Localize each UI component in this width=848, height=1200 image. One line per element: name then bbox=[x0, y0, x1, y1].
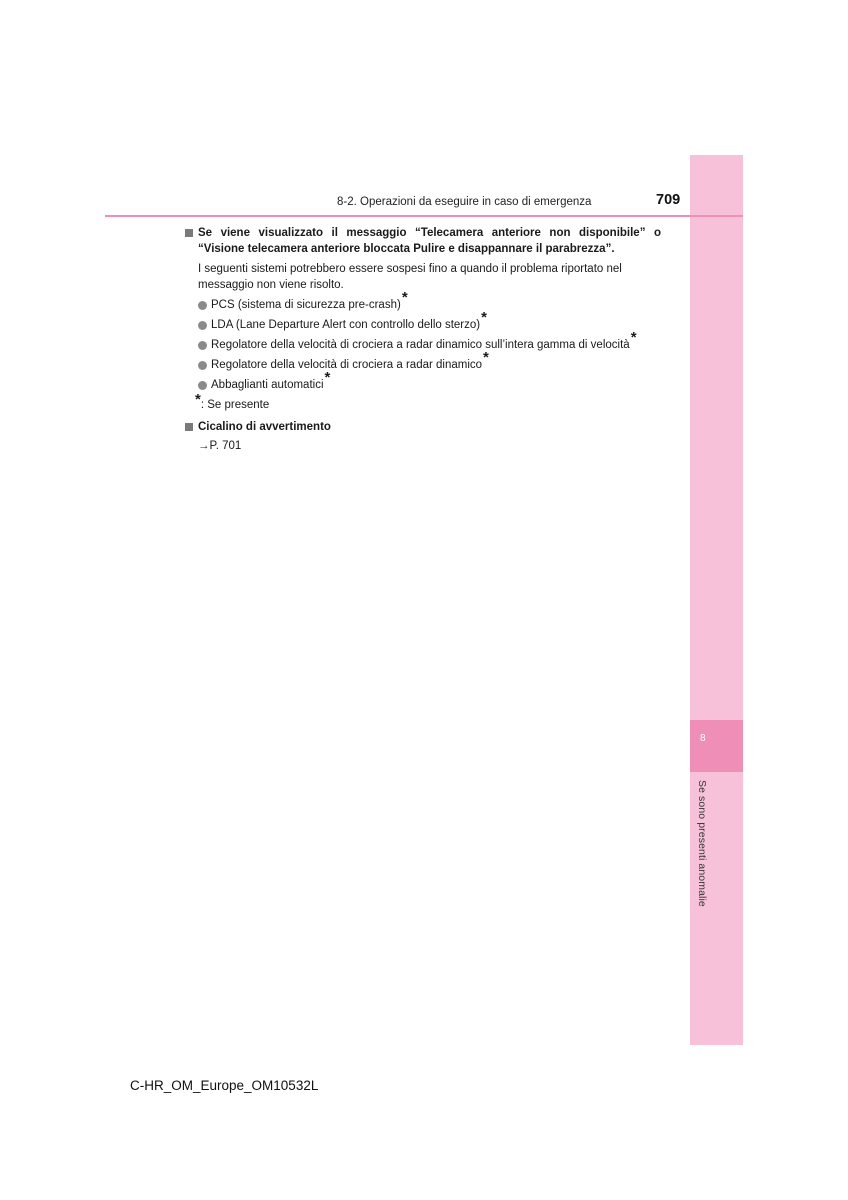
chapter-number: 8 bbox=[700, 733, 706, 744]
asterisk-mark: * bbox=[401, 289, 408, 306]
square-bullet-icon bbox=[185, 229, 193, 237]
list-item: LDA (Lane Departure Alert con controllo dello sterzo)* bbox=[198, 317, 661, 333]
asterisk-mark: * bbox=[324, 369, 331, 386]
list-item: Abbaglianti automatici* bbox=[198, 377, 661, 393]
list-item: PCS (sistema di sicurezza pre-crash)* bbox=[198, 297, 661, 313]
section-heading-camera-message: Se viene visualizzato il messaggio “Telecamera anteriore non disponibile” o “Visione telecamera anteriore bloccata Pulire e disappannare il parabrezza”. bbox=[185, 225, 661, 257]
asterisk-mark: * bbox=[483, 349, 489, 366]
document-code: C-HR_OM_Europe_OM10532L bbox=[130, 1078, 319, 1093]
header-section-title: 8-2. Operazioni da eseguire in caso di emergenza bbox=[337, 196, 592, 208]
suspended-systems-list bbox=[185, 289, 661, 393]
list-item: Regolatore della velocità di crociera a radar dinamico* bbox=[198, 357, 661, 373]
chapter-number-box bbox=[690, 720, 743, 772]
page-reference-link[interactable]: →P. 701 bbox=[198, 440, 242, 452]
section-heading-warning-buzzer: Cicalino di avvertimento bbox=[185, 419, 661, 435]
list-item: Regolatore della velocità di crociera a radar dinamico sull’intera gamma di velocità* bbox=[198, 337, 661, 353]
asterisk-mark: * bbox=[630, 329, 637, 346]
footnote: *: Se presente bbox=[195, 391, 270, 411]
chapter-title-vertical: Se sono presenti anomalie bbox=[696, 780, 708, 907]
intro-paragraph: I seguenti sistemi potrebbero essere sospesi fino a quando il problema riportato nel messaggio non viene risolto. bbox=[198, 263, 622, 291]
circle-bullet-icon bbox=[198, 361, 207, 370]
asterisk-mark: * bbox=[481, 309, 487, 326]
circle-bullet-icon bbox=[198, 341, 207, 350]
page-content bbox=[185, 225, 661, 454]
header-divider bbox=[105, 215, 743, 217]
circle-bullet-icon bbox=[198, 321, 207, 330]
chapter-tab-strip bbox=[690, 155, 743, 1045]
circle-bullet-icon bbox=[198, 301, 207, 310]
square-bullet-icon bbox=[185, 423, 193, 431]
circle-bullet-icon bbox=[198, 381, 207, 390]
page-number: 709 bbox=[656, 192, 681, 208]
asterisk-mark: * bbox=[195, 391, 201, 408]
